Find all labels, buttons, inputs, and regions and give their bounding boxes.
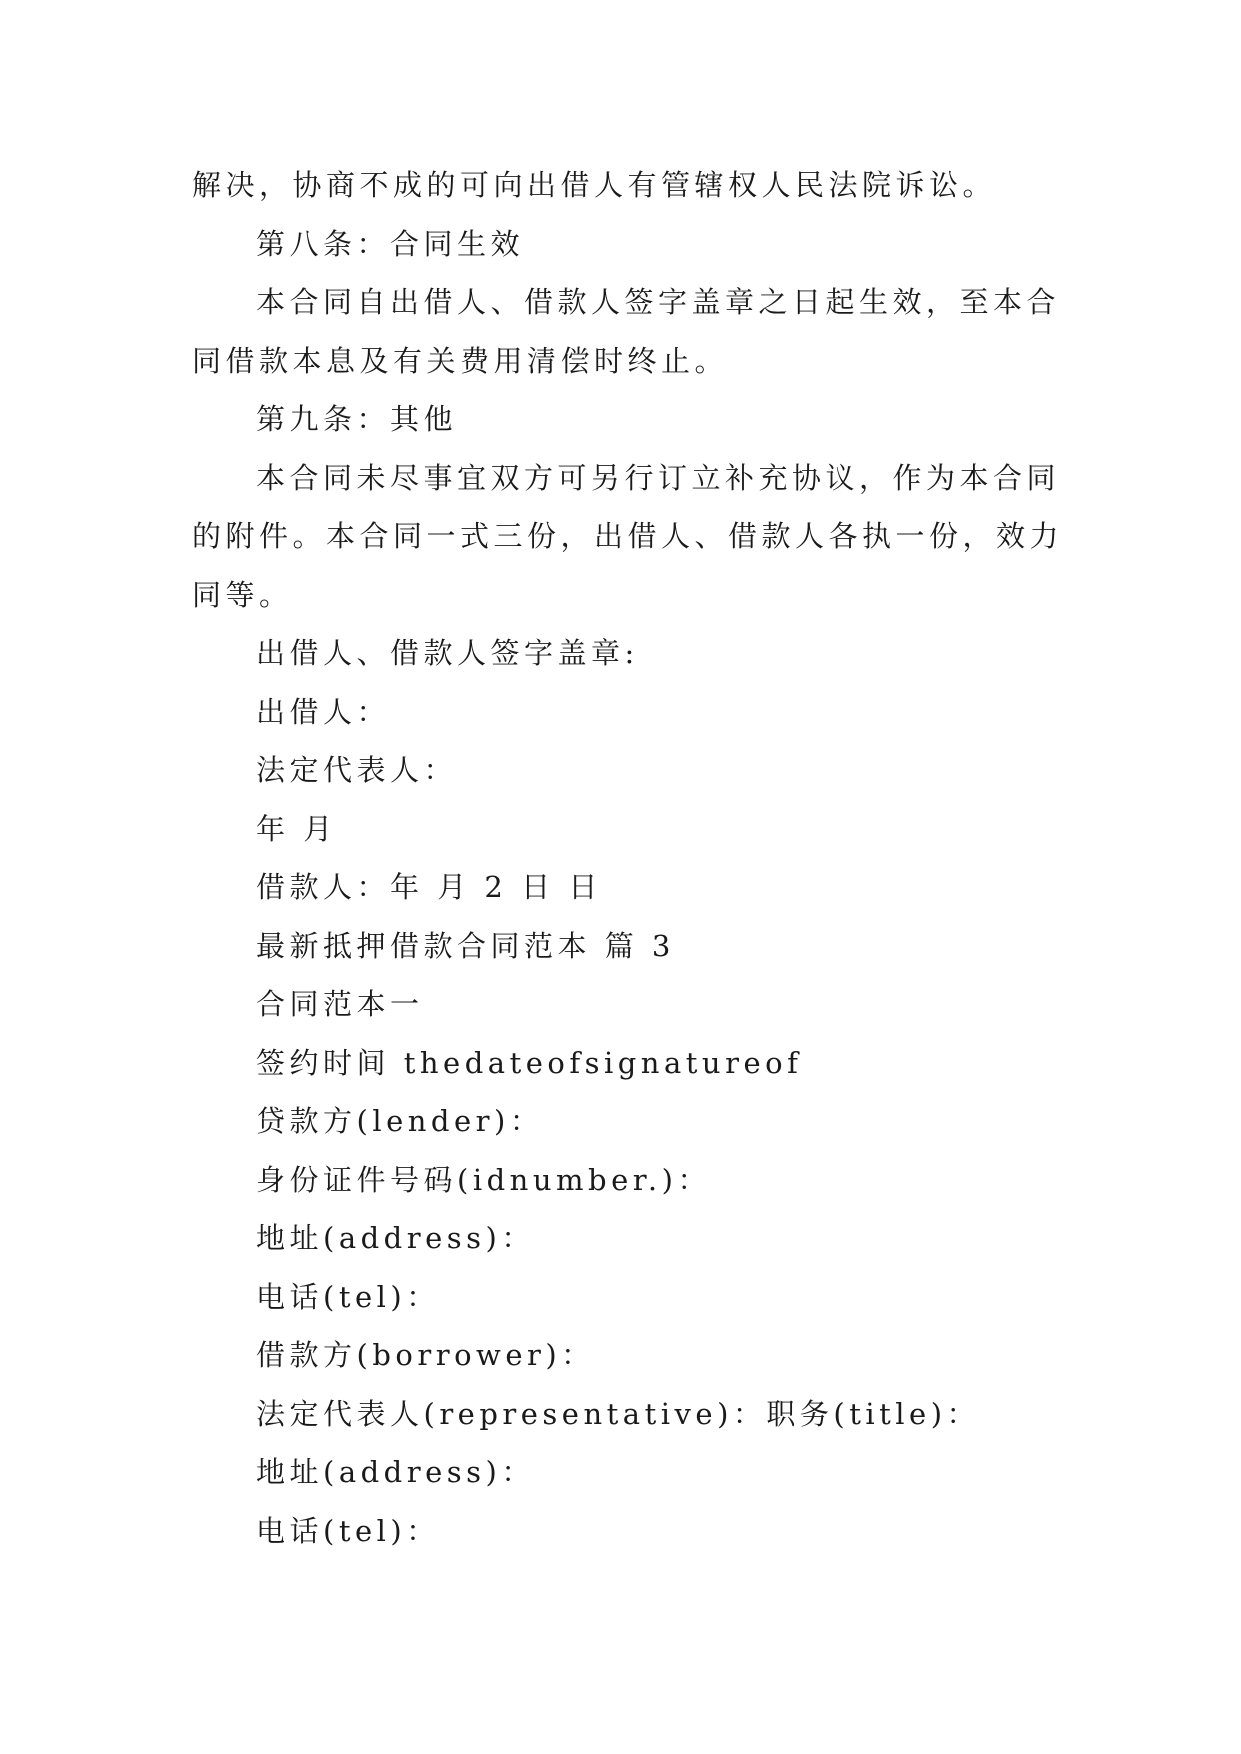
article-heading: 第九条：其他: [256, 402, 458, 436]
legal-representative-field: 法定代表人：: [256, 753, 458, 787]
representative-title-field: 法定代表人(representative)：职务(title)：: [256, 1396, 981, 1431]
signing-date-field: 签约时间 thedateofsignatureof: [256, 1045, 803, 1080]
borrower-field: 借款方(borrower)：: [256, 1338, 595, 1372]
phone-field: 电话(tel)：: [256, 1513, 440, 1548]
paragraph-line: 解决，协商不成的可向出借人有管辖权人民法院诉讼。: [192, 168, 997, 202]
lender-field: 出借人：: [256, 694, 391, 729]
section-title: 最新抵押借款合同范本 篇 3: [256, 928, 675, 963]
address-field: 地址(address)：: [256, 1455, 535, 1489]
paragraph-line: 本合同自出借人、借款人签字盖章之日起生效，至本合: [256, 285, 1061, 319]
article-heading: 第八条：合同生效: [256, 226, 525, 261]
paragraph-line: 本合同未尽事宜双方可另行订立补充协议，作为本合同: [256, 460, 1061, 495]
subsection-title: 合同范本一: [256, 987, 424, 1021]
lender-field: 贷款方(lender)：: [256, 1104, 544, 1138]
address-field: 地址(address)：: [256, 1221, 535, 1255]
paragraph-line: 的附件。本合同一式三份，出借人、借款人各执一份，效力: [192, 519, 1064, 553]
date-field: 年 月: [256, 811, 337, 846]
paragraph-line: 同借款本息及有关费用清偿时终止。: [192, 343, 729, 378]
document-page: [192, 156, 1064, 1560]
borrower-date-field: 借款人：年 月 2 日 日: [256, 870, 602, 904]
phone-field: 电话(tel)：: [256, 1279, 440, 1314]
paragraph-line: 同等。: [192, 577, 293, 612]
signature-heading: 出借人、借款人签字盖章:: [256, 636, 639, 670]
id-number-field: 身份证件号码(idnumber.)：: [256, 1162, 711, 1197]
